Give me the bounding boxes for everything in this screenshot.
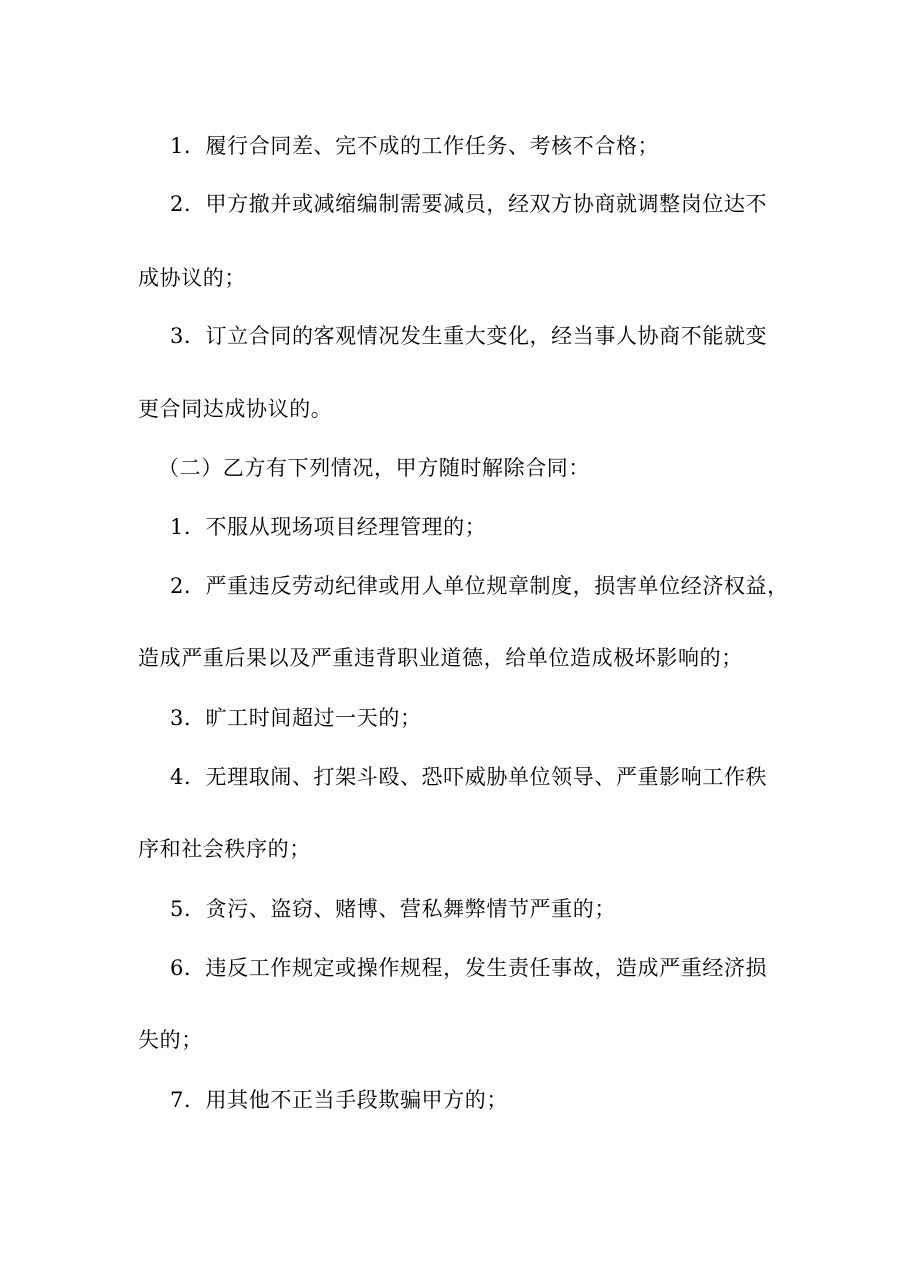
section-heading: （二）乙方有下列情况，甲方随时解除合同： (158, 456, 590, 480)
paragraph-line: 1．履行合同差、完不成的工作任务、考核不合格； (170, 134, 660, 158)
paragraph-line: 5．贪污、盗窃、赌博、营私舞弊情节严重的； (170, 897, 616, 921)
paragraph-line: 3．旷工时间超过一天的； (170, 706, 422, 730)
paragraph-line: 1．不服从现场项目经理管理的； (170, 515, 487, 539)
paragraph-line: 6．违反工作规定或操作规程，发生责任事故，造成严重经济损 (170, 956, 768, 980)
paragraph-line: 失的； (138, 1028, 203, 1052)
paragraph-line: 更合同达成协议的。 (138, 397, 333, 421)
paragraph-line: 造成严重后果以及严重违背职业道德，给单位造成极坏影响的； (138, 646, 743, 670)
paragraph-line: 成协议的； (138, 266, 246, 290)
paragraph-line: 3．订立合同的客观情况发生重大变化，经当事人协商不能就变 (170, 324, 768, 348)
paragraph-line: 4．无理取闹、打架斗殴、恐吓威胁单位领导、严重影响工作秩 (170, 765, 768, 789)
paragraph-line: 2．甲方撤并或减缩编制需要减员，经双方协商就调整岗位达不 (170, 192, 768, 216)
paragraph-line: 2．严重违反劳动纪律或用人单位规章制度，损害单位经济权益， (170, 574, 789, 598)
paragraph-line: 7．用其他不正当手段欺骗甲方的； (170, 1088, 508, 1112)
paragraph-line: 序和社会秩序的； (138, 837, 311, 861)
